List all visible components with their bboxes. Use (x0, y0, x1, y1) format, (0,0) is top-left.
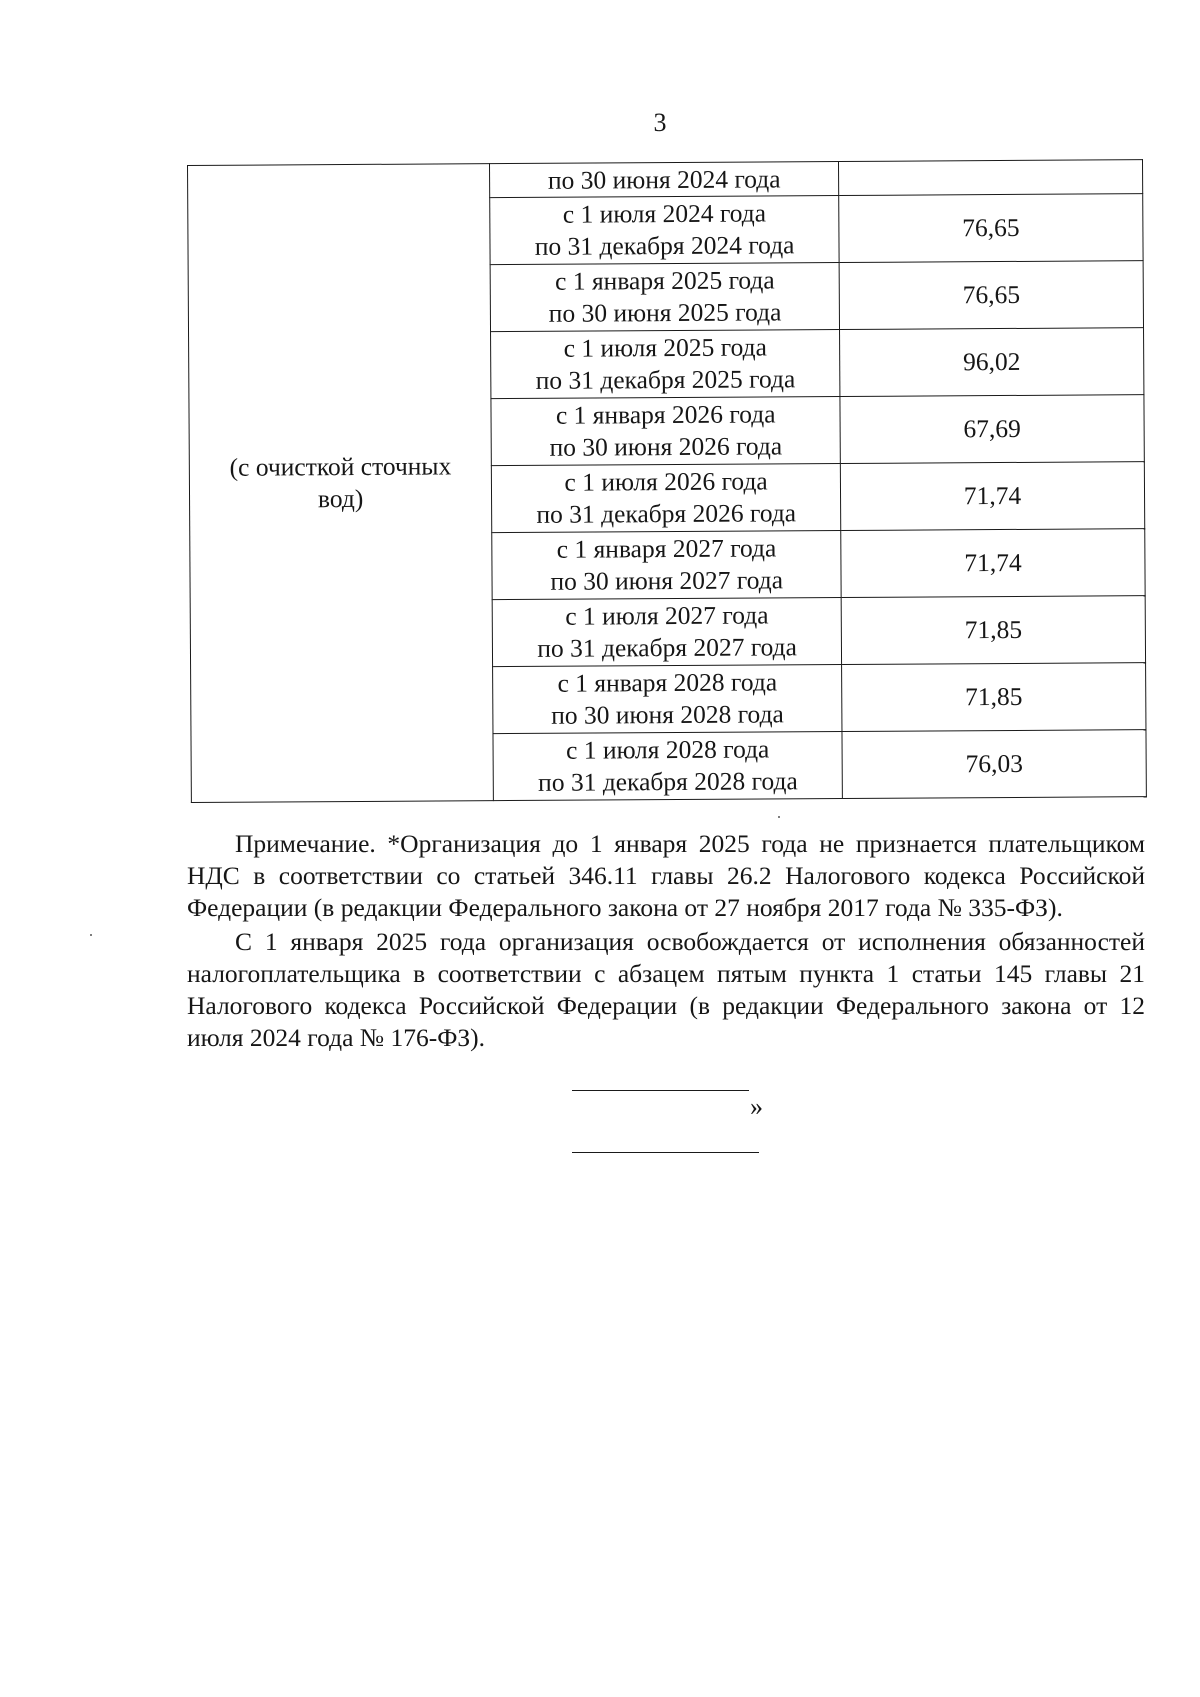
value-cell: 67,69 (840, 395, 1144, 464)
value-cell: 71,74 (840, 462, 1144, 531)
closing-quote-mark: » (750, 1092, 763, 1121)
period-to: по 31 декабря 2025 года (535, 364, 796, 395)
period-to: по 31 декабря 2026 года (536, 498, 797, 529)
period-cell (492, 531, 841, 600)
value-cell: 76,03 (842, 730, 1146, 799)
period-to: по 31 декабря 2024 года (534, 230, 795, 261)
period-cell (493, 732, 842, 801)
period-from: с 1 января 2026 года (555, 399, 776, 430)
period-cell: по 30 июня 2024 года (490, 162, 839, 198)
period-cell (490, 263, 839, 332)
period-from: с 1 июля 2027 года (565, 600, 769, 631)
period-to: по 31 декабря 2028 года (538, 766, 798, 797)
value-cell: 71,85 (842, 663, 1146, 732)
bottom-rule (572, 1152, 759, 1153)
period-from: с 1 июля 2026 года (564, 466, 768, 497)
table-row (188, 160, 1143, 200)
period-from: с 1 июля 2024 года (562, 198, 767, 229)
period-cell (491, 397, 840, 466)
period-cell (492, 464, 841, 533)
table-name-cell: (с очисткой сточных вод) (188, 164, 494, 803)
value-cell: 96,02 (840, 328, 1144, 397)
period-from: с 1 января 2028 года (557, 667, 778, 698)
period-to: по 30 июня 2028 года (551, 699, 784, 730)
period-to: по 31 декабря 2027 года (537, 632, 797, 663)
value-cell (839, 160, 1143, 196)
note-paragraph: С 1 января 2025 года организация освобождается от исполнения обязанностей налогоплательщика в соответствии с абзацем пятым пункта 1 статьи 145 главы 21 Налогового кодекса Российской Федерации (в редакции Федерального закона от 12 июля 2024 года № 176-ФЗ). (187, 927, 1145, 1052)
period-from: с 1 июля 2025 года (563, 332, 767, 363)
period-cell (493, 665, 842, 734)
closing-rule (572, 1090, 749, 1091)
value-cell: 76,65 (839, 261, 1143, 330)
page-number: 3 (653, 108, 667, 137)
note-paragraph: Примечание. *Организация до 1 января 2025 года не признается плательщиком НДС в соответствии со статьей 346.11 главы 26.2 Налогового кодекса Российской Федерации (в редакции Федерального закона от 27 ноября 2017 года № 335-ФЗ). (187, 829, 1145, 922)
scan-speck (778, 816, 780, 818)
period-to: по 30 июня 2025 года (548, 297, 782, 328)
value-cell: 71,74 (841, 529, 1145, 598)
period-cell (491, 330, 840, 399)
tariff-table (187, 159, 1147, 803)
period-to: по 30 июня 2026 года (549, 431, 783, 462)
period-from: с 1 января 2027 года (556, 533, 777, 564)
period-cell (490, 196, 839, 265)
period-to: по 30 июня 2027 года (550, 565, 784, 596)
note-block (187, 828, 1145, 1054)
period-cell (492, 598, 841, 667)
value-cell: 76,65 (839, 194, 1143, 263)
period-from: с 1 июля 2028 года (566, 734, 770, 765)
value-cell: 71,85 (841, 596, 1145, 665)
scan-speck (90, 934, 92, 936)
period-from: с 1 января 2025 года (554, 265, 775, 296)
